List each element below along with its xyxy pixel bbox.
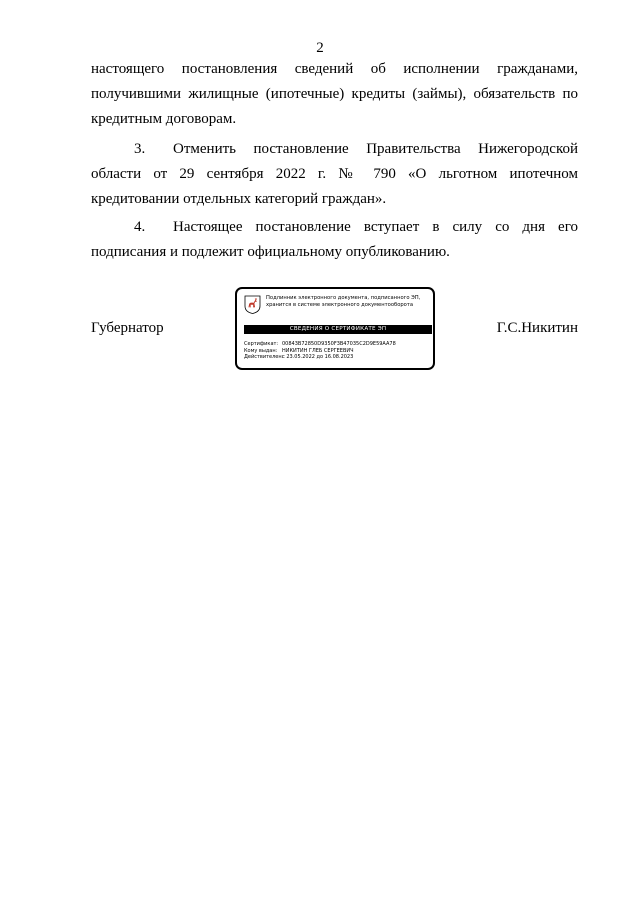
paragraph-continuation (91, 57, 578, 132)
paragraph-line: кредитовании отдельных категорий граждан». (91, 191, 387, 207)
stamp-header (266, 295, 432, 309)
paragraph-line: Отменить постановление Правительства Нижегородской (173, 141, 578, 157)
issued-to-label: Кому выдан: (244, 347, 278, 354)
signatory-name: Г.С.Никитин (496, 320, 578, 336)
paragraph-line: кредитным договорам. (91, 111, 237, 127)
paragraph-line: Настоящее постановление вступает в силу со дня его (173, 219, 578, 235)
valid-value: с 23.05.2022 до 16.08.2023 (282, 354, 354, 360)
stamp-header-line: хранится в системе электронного документооборота (266, 302, 414, 308)
paragraph-3 (91, 137, 578, 212)
paragraph-first-line (91, 215, 578, 240)
stamp-validity-row (244, 354, 432, 361)
paragraph-4 (91, 215, 578, 265)
paragraph-line: настоящего постановления сведений об исполнении гражданами, (91, 61, 578, 77)
stamp-title-bar: СВЕДЕНИЯ О СЕРТИФИКАТЕ ЭП (244, 325, 432, 334)
electronic-signature-stamp (235, 287, 435, 370)
stamp-details (244, 341, 432, 361)
signatory-position: Губернатор (91, 320, 164, 336)
stamp-header-line: Подлинник электронного документа, подписанного ЭП, (266, 295, 421, 301)
issued-to-value: НИКИТИН ГЛЕБ СЕРГЕЕВИЧ (282, 347, 354, 354)
certificate-label: Сертификат: (244, 341, 279, 347)
paragraph-line: получившими жилищные (ипотечные) кредиты (займы), обязательств по (91, 86, 578, 102)
paragraph-number: 4. (134, 219, 146, 235)
valid-label: Действителен: (244, 354, 284, 360)
certificate-value: 00843B72850D9350F3B47035C2D9E59AA78 (282, 341, 396, 347)
nizhny-novgorod-emblem-icon (244, 295, 261, 314)
paragraph-number: 3. (134, 141, 146, 157)
paragraph-line: подписания и подлежит официальному опубликованию. (91, 244, 450, 260)
paragraph-line: области от 29 сентября 2022 г. № 790 «О льготном ипотечном (91, 166, 578, 182)
paragraph-first-line (91, 137, 578, 162)
page-number: 2 (316, 40, 324, 56)
